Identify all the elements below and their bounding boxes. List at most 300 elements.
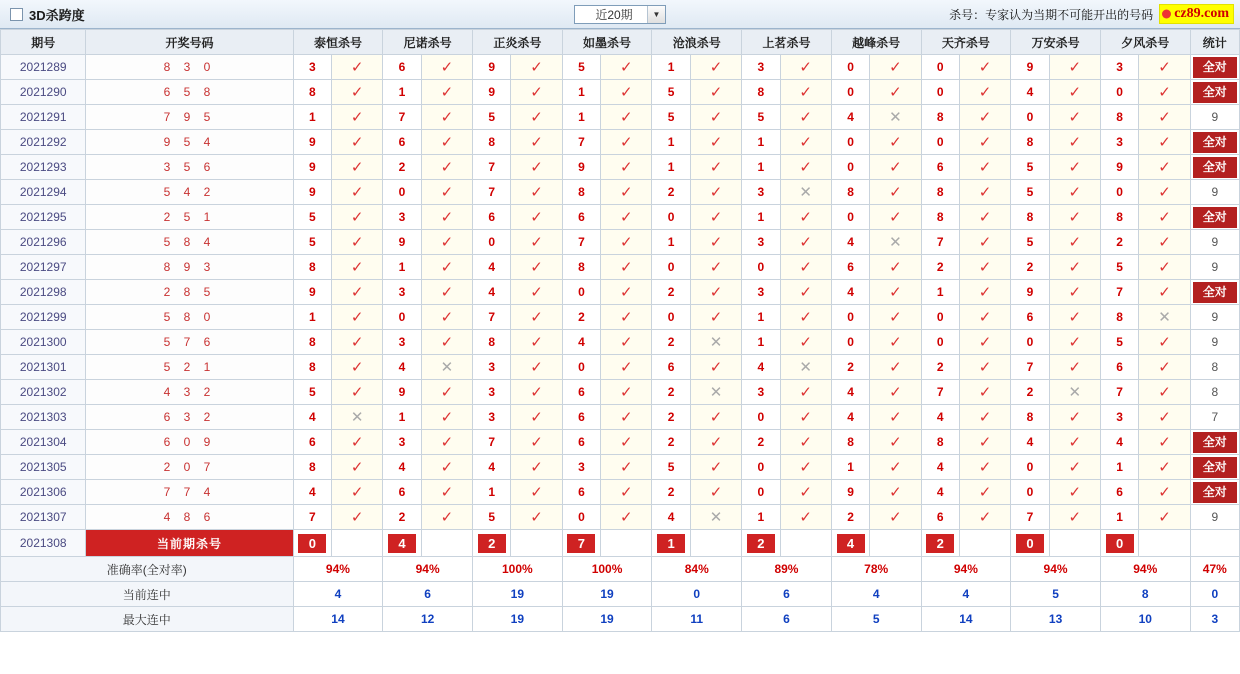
row-open-numbers: 8 3 0 — [86, 55, 293, 80]
kill-number: 0 — [921, 330, 959, 355]
cross-icon: ✕ — [440, 358, 454, 376]
check-icon: ✓ — [978, 358, 992, 376]
check-icon: ✓ — [978, 283, 992, 301]
kill-number: 9 — [383, 380, 421, 405]
check-icon: ✓ — [530, 283, 543, 301]
kill-result — [1139, 505, 1190, 530]
kill-result — [780, 455, 831, 480]
kill-number: 1 — [742, 505, 780, 530]
kill-number: 6 — [652, 355, 690, 380]
kill-result — [1139, 380, 1190, 405]
all-match-badge: 全对 — [1193, 132, 1237, 153]
site-logo[interactable]: cz89.com — [1159, 4, 1234, 24]
kill-result — [870, 155, 921, 180]
kill-number: 1 — [383, 80, 421, 105]
kill-number: 1 — [383, 255, 421, 280]
kill-number: 5 — [1100, 330, 1138, 355]
table-row — [1, 155, 1240, 180]
kill-number: 8 — [473, 330, 511, 355]
check-icon: ✓ — [1158, 483, 1171, 501]
row-open-numbers: 5 8 0 — [86, 305, 293, 330]
kill-number: 1 — [831, 455, 869, 480]
row-period: 2021291 — [1, 105, 86, 130]
kill-number: 6 — [562, 430, 600, 455]
kill-result — [1049, 230, 1100, 255]
check-icon: ✓ — [350, 308, 364, 326]
kill-result — [421, 105, 472, 130]
kill-number: 2 — [652, 330, 690, 355]
kill-result — [421, 305, 472, 330]
kill-result — [959, 55, 1010, 80]
kill-result — [870, 455, 921, 480]
kill-number: 0 — [742, 455, 780, 480]
all-match-badge: 全对 — [1193, 207, 1237, 228]
check-icon: ✓ — [978, 258, 992, 276]
current-kill-result — [511, 530, 562, 557]
table-row — [1, 105, 1240, 130]
kill-number: 1 — [742, 205, 780, 230]
kill-result — [332, 280, 383, 305]
kill-number: 6 — [562, 380, 600, 405]
kill-number: 0 — [921, 305, 959, 330]
kill-result — [1139, 330, 1190, 355]
kill-result — [690, 80, 741, 105]
summary-value: 94% — [1011, 557, 1101, 582]
check-icon: ✓ — [530, 358, 543, 376]
kill-result — [601, 505, 652, 530]
check-icon: ✓ — [889, 308, 902, 326]
kill-number: 8 — [562, 255, 600, 280]
kill-number: 5 — [1100, 255, 1138, 280]
kill-number: 8 — [293, 455, 331, 480]
kill-result — [959, 80, 1010, 105]
table-row — [1, 405, 1240, 430]
check-icon: ✓ — [619, 383, 633, 401]
check-icon: ✓ — [889, 283, 902, 301]
row-stat: 8 — [1190, 380, 1239, 405]
row-period: 2021299 — [1, 305, 86, 330]
col-expert-4: 如墨杀号 — [562, 30, 652, 55]
kill-number: 9 — [831, 480, 869, 505]
row-period: 2021290 — [1, 80, 86, 105]
kill-number: 8 — [1011, 405, 1049, 430]
kill-number: 9 — [293, 180, 331, 205]
kill-result — [511, 480, 562, 505]
kill-number: 1 — [383, 405, 421, 430]
check-icon: ✓ — [1068, 183, 1082, 201]
kill-result — [870, 380, 921, 405]
check-icon: ✓ — [709, 158, 723, 176]
check-icon: ✓ — [619, 308, 633, 326]
check-icon: ✓ — [889, 158, 902, 176]
kill-result — [690, 330, 741, 355]
kill-number: 4 — [831, 405, 869, 430]
kill-result — [690, 405, 741, 430]
kill-number: 7 — [562, 130, 600, 155]
check-icon: ✓ — [530, 508, 543, 526]
kill-result — [959, 305, 1010, 330]
kill-result — [959, 180, 1010, 205]
check-icon: ✓ — [1068, 433, 1082, 451]
kill-result — [332, 230, 383, 255]
kill-result — [332, 505, 383, 530]
kill-number: 6 — [1011, 305, 1049, 330]
period-select[interactable] — [574, 5, 666, 24]
check-icon: ✓ — [530, 108, 543, 126]
kill-number: 6 — [293, 430, 331, 455]
check-icon: ✓ — [1068, 508, 1082, 526]
kill-result — [511, 55, 562, 80]
kill-number: 0 — [921, 55, 959, 80]
kill-result — [421, 405, 472, 430]
kill-number: 2 — [383, 155, 421, 180]
kill-number: 7 — [1011, 505, 1049, 530]
kill-result — [511, 230, 562, 255]
table-row — [1, 330, 1240, 355]
kill-number: 2 — [652, 480, 690, 505]
check-icon: ✓ — [530, 183, 543, 201]
check-icon: ✓ — [350, 183, 364, 201]
kill-result — [870, 480, 921, 505]
check-icon: ✓ — [619, 158, 633, 176]
cross-icon: ✕ — [709, 383, 723, 401]
kill-result — [332, 155, 383, 180]
kill-result — [511, 280, 562, 305]
kill-result — [511, 430, 562, 455]
kill-result — [870, 330, 921, 355]
check-icon: ✓ — [799, 258, 812, 276]
chevron-down-icon[interactable]: ▼ — [647, 6, 665, 23]
kill-number: 0 — [831, 305, 869, 330]
row-period: 2021292 — [1, 130, 86, 155]
summary-value: 6 — [742, 607, 832, 632]
col-expert-1: 泰恒杀号 — [293, 30, 383, 55]
kill-result — [421, 380, 472, 405]
kill-result — [421, 505, 472, 530]
summary-value: 6 — [383, 582, 473, 607]
summary-stat: 0 — [1190, 582, 1239, 607]
row-stat — [1190, 205, 1239, 230]
kill-number: 7 — [1011, 355, 1049, 380]
check-icon: ✓ — [440, 133, 454, 151]
kill-result — [780, 255, 831, 280]
kill-number: 8 — [921, 430, 959, 455]
period-select-value: 近20期 — [595, 7, 633, 22]
kill-result — [332, 205, 383, 230]
kill-number: 9 — [293, 130, 331, 155]
kill-result — [870, 130, 921, 155]
check-icon: ✓ — [1068, 358, 1082, 376]
kill-result — [601, 305, 652, 330]
page-title-group — [0, 5, 85, 24]
summary-value: 12 — [383, 607, 473, 632]
check-icon: ✓ — [709, 283, 723, 301]
check-icon: ✓ — [1158, 458, 1171, 476]
kill-number: 3 — [742, 230, 780, 255]
kill-result — [511, 155, 562, 180]
kill-result — [421, 155, 472, 180]
check-icon: ✓ — [1068, 158, 1082, 176]
check-icon: ✓ — [889, 208, 902, 226]
kill-number: 5 — [742, 105, 780, 130]
kill-result — [1049, 180, 1100, 205]
check-icon: ✓ — [440, 333, 454, 351]
check-icon: ✓ — [530, 408, 543, 426]
kill-result — [332, 355, 383, 380]
kill-number: 3 — [473, 380, 511, 405]
check-icon: ✓ — [889, 333, 902, 351]
row-open-numbers: 3 5 6 — [86, 155, 293, 180]
kill-number: 4 — [831, 230, 869, 255]
check-icon: ✓ — [530, 133, 543, 151]
kill-number: 8 — [742, 80, 780, 105]
check-icon: ✓ — [530, 433, 543, 451]
kill-result — [959, 430, 1010, 455]
check-icon: ✓ — [1068, 208, 1082, 226]
cross-icon: ✕ — [709, 508, 723, 526]
check-icon: ✓ — [530, 458, 543, 476]
kill-number: 1 — [562, 80, 600, 105]
kill-result — [690, 455, 741, 480]
cross-icon: ✕ — [799, 358, 812, 376]
kill-number: 2 — [831, 355, 869, 380]
kill-number: 7 — [1100, 380, 1138, 405]
row-period: 2021301 — [1, 355, 86, 380]
check-icon: ✓ — [1158, 408, 1171, 426]
row-period: 2021304 — [1, 430, 86, 455]
check-icon: ✓ — [1068, 108, 1082, 126]
kill-number: 1 — [293, 305, 331, 330]
kill-result — [1139, 205, 1190, 230]
check-icon: ✓ — [350, 83, 364, 101]
row-stat: 9 — [1190, 230, 1239, 255]
check-icon: ✓ — [889, 58, 902, 76]
kill-result — [601, 355, 652, 380]
kill-result — [1049, 405, 1100, 430]
kill-number: 6 — [562, 205, 600, 230]
check-icon: ✓ — [1158, 183, 1171, 201]
kill-result — [1139, 230, 1190, 255]
check-icon: ✓ — [1158, 233, 1171, 251]
row-open-numbers: 2 0 7 — [86, 455, 293, 480]
kill-result — [1049, 430, 1100, 455]
check-icon: ✓ — [889, 383, 902, 401]
check-icon: ✓ — [889, 458, 902, 476]
table-row — [1, 180, 1240, 205]
kill-number: 0 — [742, 480, 780, 505]
kill-result — [780, 430, 831, 455]
check-icon: ✓ — [1068, 458, 1082, 476]
kill-number: 4 — [293, 480, 331, 505]
kill-result — [1049, 305, 1100, 330]
kill-result — [601, 455, 652, 480]
current-kill-result — [1139, 530, 1190, 557]
kill-number: 4 — [293, 405, 331, 430]
kill-result — [690, 105, 741, 130]
kill-result — [690, 430, 741, 455]
kill-number: 7 — [293, 505, 331, 530]
kill-result — [780, 505, 831, 530]
check-icon: ✓ — [1158, 433, 1171, 451]
check-icon: ✓ — [978, 58, 992, 76]
check-icon: ✓ — [440, 308, 454, 326]
check-icon: ✓ — [709, 183, 723, 201]
check-icon: ✓ — [978, 108, 992, 126]
kill-result — [780, 130, 831, 155]
check-icon: ✓ — [619, 333, 633, 351]
kill-result — [870, 230, 921, 255]
check-icon: ✓ — [530, 308, 543, 326]
cross-icon: ✕ — [799, 183, 812, 201]
kill-result — [601, 80, 652, 105]
kill-result — [332, 80, 383, 105]
check-icon: ✓ — [440, 383, 454, 401]
check-icon: ✓ — [350, 483, 364, 501]
kill-number: 3 — [562, 455, 600, 480]
check-icon: ✓ — [440, 183, 454, 201]
col-open-numbers: 开奖号码 — [86, 30, 293, 55]
kill-number: 7 — [921, 230, 959, 255]
kill-result — [1139, 305, 1190, 330]
kill-result — [421, 430, 472, 455]
check-icon: ✓ — [1158, 108, 1171, 126]
check-icon: ✓ — [619, 433, 633, 451]
col-stat: 统计 — [1190, 30, 1239, 55]
check-icon: ✓ — [799, 208, 812, 226]
kill-result — [601, 180, 652, 205]
kill-number: 1 — [652, 130, 690, 155]
kill-number: 1 — [742, 155, 780, 180]
check-icon: ✓ — [709, 233, 723, 251]
check-icon: ✓ — [440, 108, 454, 126]
kill-result — [1139, 55, 1190, 80]
kill-number: 3 — [742, 180, 780, 205]
kill-number: 2 — [921, 355, 959, 380]
kill-result — [959, 330, 1010, 355]
check-icon: ✓ — [1158, 133, 1171, 151]
check-icon: ✓ — [530, 83, 543, 101]
kill-result — [421, 230, 472, 255]
check-icon: ✓ — [440, 508, 454, 526]
current-kill-number: 4 — [383, 530, 421, 557]
check-icon: ✓ — [619, 183, 633, 201]
header-note: 杀号：专家认为当期不可能开出的号码 — [949, 7, 1154, 22]
row-stat: 9 — [1190, 305, 1239, 330]
kill-number: 1 — [921, 280, 959, 305]
check-icon: ✓ — [709, 108, 723, 126]
current-kill-number: 2 — [921, 530, 959, 557]
check-icon: ✓ — [799, 508, 812, 526]
kill-number: 4 — [1100, 430, 1138, 455]
kill-number: 0 — [1011, 455, 1049, 480]
title-checkbox[interactable] — [10, 8, 23, 21]
row-stat — [1190, 455, 1239, 480]
check-icon: ✓ — [978, 158, 992, 176]
kill-result — [959, 280, 1010, 305]
row-period: 2021289 — [1, 55, 86, 80]
kill-result — [1049, 355, 1100, 380]
kill-number: 0 — [831, 130, 869, 155]
kill-number: 2 — [1011, 380, 1049, 405]
kill-result — [959, 455, 1010, 480]
row-open-numbers: 2 8 5 — [86, 280, 293, 305]
kill-result — [690, 505, 741, 530]
row-stat: 9 — [1190, 505, 1239, 530]
kill-result — [690, 205, 741, 230]
check-icon: ✓ — [978, 408, 992, 426]
check-icon: ✓ — [799, 283, 812, 301]
kill-number: 5 — [652, 80, 690, 105]
col-expert-9: 万安杀号 — [1011, 30, 1101, 55]
kill-number: 6 — [383, 55, 421, 80]
current-kill-result — [1049, 530, 1100, 557]
row-period: 2021297 — [1, 255, 86, 280]
kill-number: 0 — [831, 155, 869, 180]
kill-number: 1 — [562, 105, 600, 130]
kill-result — [870, 180, 921, 205]
table-row — [1, 380, 1240, 405]
kill-result — [959, 355, 1010, 380]
summary-stat: 47% — [1190, 557, 1239, 582]
kill-number: 3 — [473, 405, 511, 430]
kill-number: 6 — [562, 480, 600, 505]
kill-result — [959, 380, 1010, 405]
summary-value: 100% — [473, 557, 563, 582]
summary-value: 5 — [831, 607, 921, 632]
summary-value: 10 — [1100, 607, 1190, 632]
row-period: 2021305 — [1, 455, 86, 480]
table-row — [1, 430, 1240, 455]
row-open-numbers: 5 7 6 — [86, 330, 293, 355]
row-stat — [1190, 55, 1239, 80]
kill-number: 0 — [921, 80, 959, 105]
check-icon: ✓ — [978, 383, 992, 401]
row-period: 2021306 — [1, 480, 86, 505]
kill-result — [780, 380, 831, 405]
check-icon: ✓ — [799, 158, 812, 176]
check-icon: ✓ — [530, 58, 543, 76]
kill-result — [690, 155, 741, 180]
kill-result — [421, 330, 472, 355]
kill-result — [690, 280, 741, 305]
kill-number: 2 — [652, 405, 690, 430]
check-icon: ✓ — [1068, 308, 1082, 326]
kill-result — [1049, 280, 1100, 305]
kill-result — [1049, 155, 1100, 180]
check-icon: ✓ — [709, 258, 723, 276]
kill-number: 6 — [562, 405, 600, 430]
kill-result — [1049, 255, 1100, 280]
kill-result — [332, 105, 383, 130]
check-icon: ✓ — [1068, 58, 1082, 76]
table-row — [1, 130, 1240, 155]
kill-result — [601, 230, 652, 255]
kill-result — [870, 105, 921, 130]
kill-result — [1049, 130, 1100, 155]
kill-result — [601, 55, 652, 80]
table-row — [1, 455, 1240, 480]
current-kill-number: 7 — [562, 530, 600, 557]
kill-number: 6 — [1100, 355, 1138, 380]
col-expert-2: 尼诺杀号 — [383, 30, 473, 55]
summary-value: 6 — [742, 582, 832, 607]
summary-value: 78% — [831, 557, 921, 582]
kill-number: 7 — [383, 105, 421, 130]
check-icon: ✓ — [350, 383, 364, 401]
summary-value: 4 — [293, 582, 383, 607]
kill-number: 8 — [921, 180, 959, 205]
kill-number: 6 — [473, 205, 511, 230]
